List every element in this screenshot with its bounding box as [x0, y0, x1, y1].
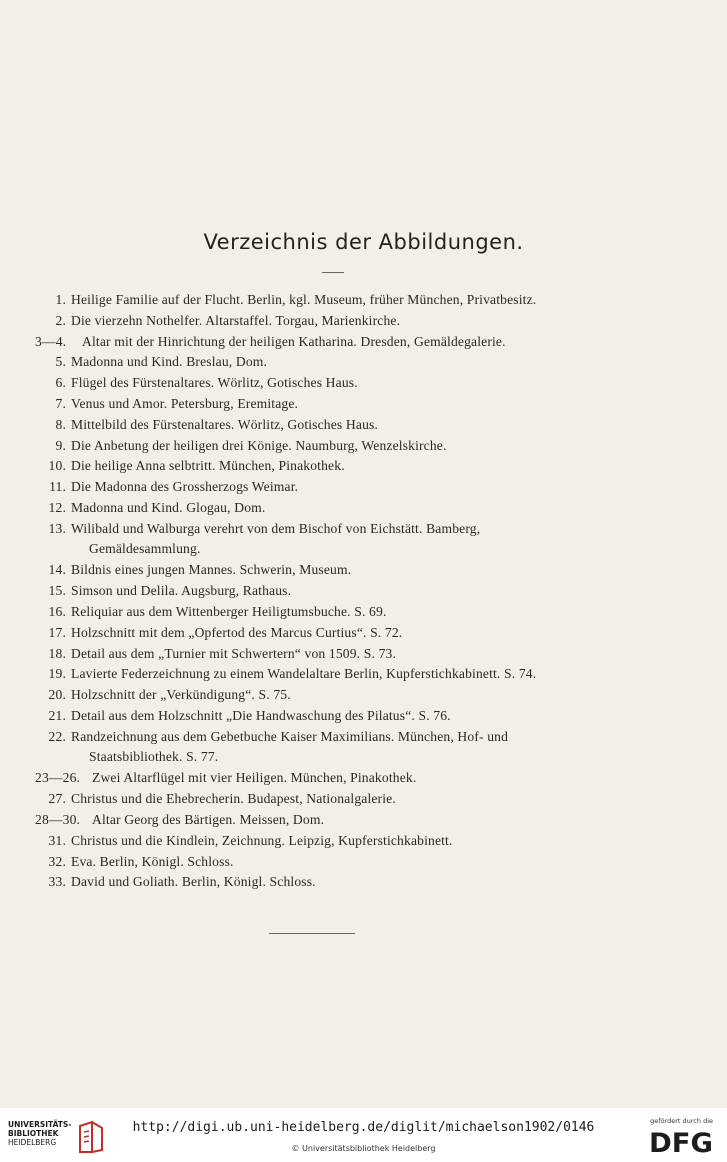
- entry-text: David und Goliath. Berlin, Königl. Schloss.: [71, 874, 316, 890]
- entry-text: Die Madonna des Grossherzogs Weimar.: [71, 479, 299, 495]
- source-url-link[interactable]: http://digi.ub.uni-heidelberg.de/diglit/michaelson1902/0146: [132, 1120, 595, 1135]
- entry-number: 11.: [49, 479, 66, 495]
- entry-number: 10.: [48, 458, 66, 474]
- entry-number: 1.: [55, 292, 66, 307]
- title-rule: [322, 272, 344, 273]
- entry-text: Holzschnitt mit dem „Opfertod des Marcus Curtius“. S. 72.: [71, 624, 403, 640]
- entry-number: 23—26.: [35, 770, 81, 786]
- entry-number: 21.: [48, 708, 66, 723]
- entry-number: 7.: [55, 396, 66, 411]
- library-name-line1: UNIVERSITÄTS-: [8, 1120, 72, 1129]
- entry-text: Detail aus dem Holzschnitt „Die Handwaschung des Pilatus“. S. 76.: [71, 708, 451, 723]
- entry-number: 12.: [48, 500, 66, 515]
- funding-note: gefördert durch die: [650, 1117, 713, 1125]
- library-name-line2: BIBLIOTHEK: [8, 1129, 59, 1138]
- entry-number: 22.: [48, 728, 66, 744]
- entry-number: 18.: [48, 645, 66, 661]
- entry-text: Lavierte Federzeichnung zu einem Wandelaltare Berlin, Kupferstichkabinett. S. 74.: [71, 666, 537, 682]
- end-rule: [269, 933, 355, 934]
- page-title: Verzeichnis der Abbildungen.: [203, 230, 524, 254]
- entry-number: 14.: [48, 562, 66, 578]
- entry-text: Die heilige Anna selbtritt. München, Pinakothek.: [71, 458, 345, 474]
- entry-text: Bildnis eines jungen Mannes. Schwerin, Museum.: [71, 562, 352, 578]
- copyright-notice: © Universitätsbibliothek Heidelberg: [291, 1144, 436, 1153]
- entry-number: 5.: [55, 354, 66, 370]
- entry-number: 17.: [48, 624, 66, 640]
- entry-number: 13.: [48, 520, 66, 536]
- entry-text: Mittelbild des Fürstenaltares. Wörlitz, Gotisches Haus.: [71, 416, 379, 432]
- entry-text: Christus und die Ehebrecherin. Budapest, Nationalgalerie.: [71, 791, 396, 807]
- entry-text: Venus und Amor. Petersburg, Eremitage.: [71, 396, 299, 411]
- entry-number: 3—4.: [35, 333, 67, 349]
- entry-text: Zwei Altarflügel mit vier Heiligen. München, Pinakothek.: [92, 770, 417, 786]
- entry-continuation: Staatsbibliothek. S. 77.: [89, 748, 219, 764]
- entry-number: 27.: [48, 791, 66, 807]
- entry-text: Madonna und Kind. Breslau, Dom.: [71, 354, 268, 370]
- svg-text:DFG: DFG: [649, 1128, 713, 1154]
- entry-text: Flügel des Fürstenaltares. Wörlitz, Gotisches Haus.: [71, 375, 358, 391]
- entry-number: 2.: [55, 312, 66, 328]
- entry-text: Wilibald und Walburga verehrt von dem Bischof von Eichstätt. Bamberg,: [71, 520, 481, 536]
- entry-text: Reliquiar aus dem Wittenberger Heiligtumsbuche. S. 69.: [71, 604, 387, 619]
- entry-text: Madonna und Kind. Glogau, Dom.: [71, 500, 266, 515]
- footer-bar: [0, 1108, 727, 1162]
- entry-number: 8.: [55, 416, 66, 432]
- entry-number: 32.: [48, 853, 66, 869]
- entry-text: Altar mit der Hinrichtung der heiligen Katharina. Dresden, Gemäldegalerie.: [82, 333, 506, 349]
- entry-number: 16.: [48, 604, 66, 619]
- library-name-line3: HEIDELBERG: [8, 1138, 57, 1147]
- dfg-logo[interactable]: [649, 1128, 715, 1154]
- entry-text: Christus und die Kindlein, Zeichnung. Leipzig, Kupferstichkabinett.: [71, 832, 453, 848]
- entry-text: Die Anbetung der heiligen drei Könige. Naumburg, Wenzelskirche.: [71, 437, 447, 453]
- entry-number: 6.: [55, 375, 66, 391]
- entry-text: Eva. Berlin, Königl. Schloss.: [71, 853, 234, 869]
- entry-text: Randzeichnung aus dem Gebetbuche Kaiser Maximilians. München, Hof- und: [71, 728, 509, 744]
- entry-text: Altar Georg des Bärtigen. Meissen, Dom.: [92, 812, 325, 827]
- entry-number: 20.: [48, 687, 66, 703]
- entry-number: 15.: [48, 583, 66, 599]
- entry-text: Die vierzehn Nothelfer. Altarstaffel. Torgau, Marienkirche.: [71, 312, 401, 328]
- entry-continuation: Gemäldesammlung.: [89, 540, 201, 556]
- entry-number: 19.: [48, 666, 66, 682]
- entry-text: Simson und Delila. Augsburg, Rathaus.: [71, 583, 292, 599]
- entry-text: Heilige Familie auf der Flucht. Berlin, kgl. Museum, früher München, Privatbesitz.: [71, 292, 537, 307]
- entry-number: 31.: [48, 832, 66, 848]
- entry-text: Holzschnitt der „Verkündigung“. S. 75.: [71, 687, 291, 703]
- entry-number: 33.: [48, 874, 66, 890]
- entry-number: 28—30.: [35, 812, 81, 827]
- entry-text: Detail aus dem „Turnier mit Schwertern“ von 1509. S. 73.: [71, 645, 397, 661]
- entry-number: 9.: [55, 437, 66, 453]
